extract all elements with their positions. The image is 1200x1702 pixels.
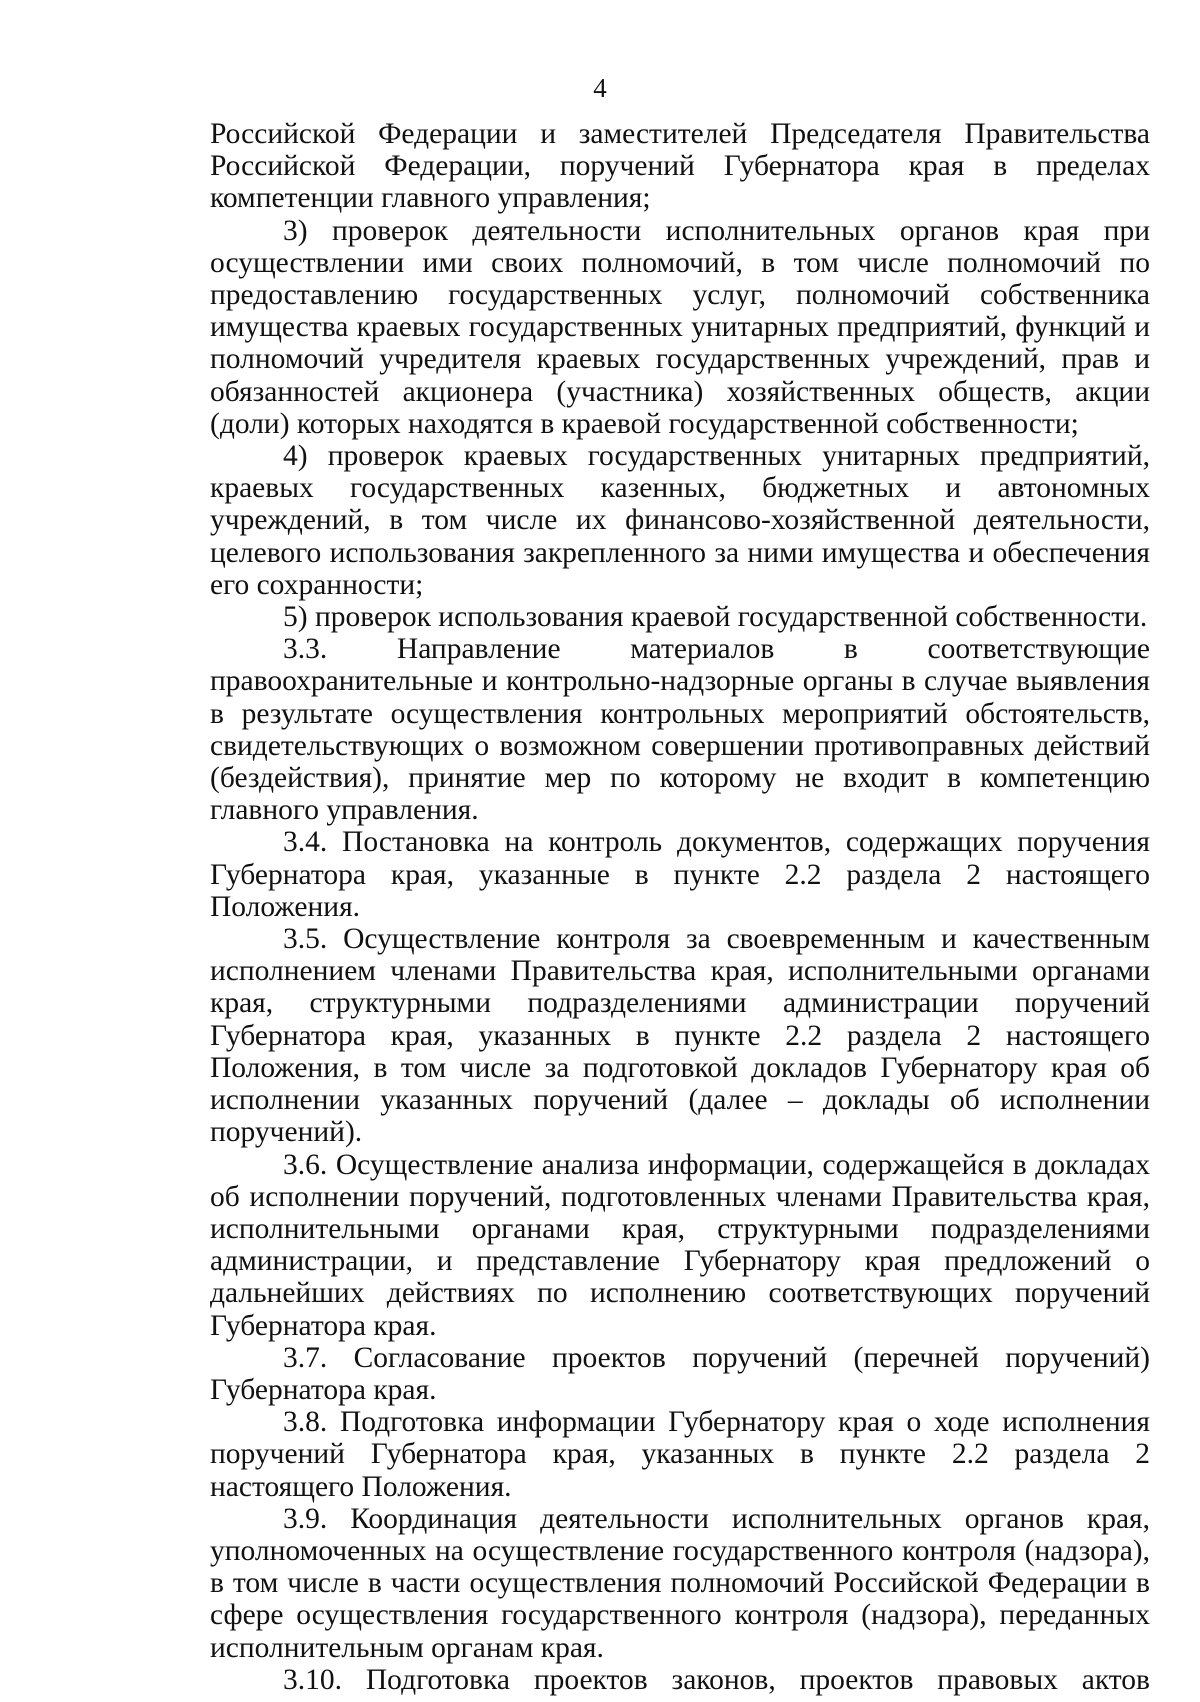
paragraph-3-3: 3.3. Направление материалов в соответствующие правоохранительные и контрольно-надзорные органы в случае выявления в результате осуществления контрольных мероприятий обстоятельств, свидетельствующих о возможном совершении противоправных действий (бездействия), принятие мер по которому не входит в компетенцию главного управления. bbox=[210, 633, 1150, 827]
paragraph-item-3: 3) проверок деятельности исполнительных органов края при осуществлении ими своих полномочий, в том числе полномочий по предоставлению государственных услуг, полномочий собственника имущества краевых государственных унитарных предприятий, функций и полномочий учредителя краевых государственных учреждений, прав и обязанностей акционера (участника) хозяйственных обществ, акции (доли) которых находятся в краевой государственной собственности; bbox=[210, 214, 1150, 440]
paragraph-3-8: 3.8. Подготовка информации Губернатору края о ходе исполнения поручений Губернатора края, указанных в пункте 2.2 раздела 2 настоящего Положения. bbox=[210, 1406, 1150, 1503]
paragraph-item-5: 5) проверок использования краевой государственной собственности. bbox=[283, 601, 1148, 634]
paragraph-3-10: 3.10. Подготовка проектов законов, проектов правовых актов bbox=[283, 1663, 1150, 1696]
paragraph-3-5: 3.5. Осуществление контроля за своевременным и качественным исполнением членами Правительства края, исполнительными органами края, структурными подразделениями администрации поручений Губернатора края, указанных в пункте 2.2 раздела 2 настоящего Положения, в том числе за подготовкой докладов Губернатору края об исполнении указанных поручений (далее – доклады об исполнении поручений). bbox=[210, 923, 1150, 1149]
paragraph-3-9: 3.9. Координация деятельности исполнительных органов края, уполномоченных на осуществление государственного контроля (надзора), в том числе в части осуществления полномочий Российской Федерации в сфере осуществления государственного контроля (надзора), переданных исполнительным органам края. bbox=[210, 1502, 1150, 1664]
paragraph-3-4: 3.4. Постановка на контроль документов, содержащих поручения Губернатора края, указанные в пункте 2.2 раздела 2 настоящего Положения. bbox=[210, 826, 1150, 923]
paragraph-3-7: 3.7. Согласование проектов поручений (перечней поручений) Губернатора края. bbox=[210, 1341, 1150, 1406]
paragraph-continuation: Российской Федерации и заместителей Председателя Правительства Российской Федерации, поручений Губернатора края в пределах компетенции главного управления; bbox=[210, 118, 1150, 215]
document-body bbox=[210, 118, 1150, 1696]
paragraph-item-4: 4) проверок краевых государственных унитарных предприятий, краевых государственных казенных, бюджетных и автономных учреждений, в том числе их финансово-хозяйственной деятельности, целевого использования закрепленного за ними имущества и обеспечения его сохранности; bbox=[210, 440, 1150, 601]
paragraph-3-6: 3.6. Осуществление анализа информации, содержащейся в докладах об исполнении поручений, подготовленных членами Правительства края, исполнительными органами края, структурными подразделениями администрации, и представление Губернатору края предложений о дальнейших действиях по исполнению соответствующих поручений Губернатора края. bbox=[210, 1148, 1150, 1342]
page-number: 4 bbox=[593, 73, 607, 103]
